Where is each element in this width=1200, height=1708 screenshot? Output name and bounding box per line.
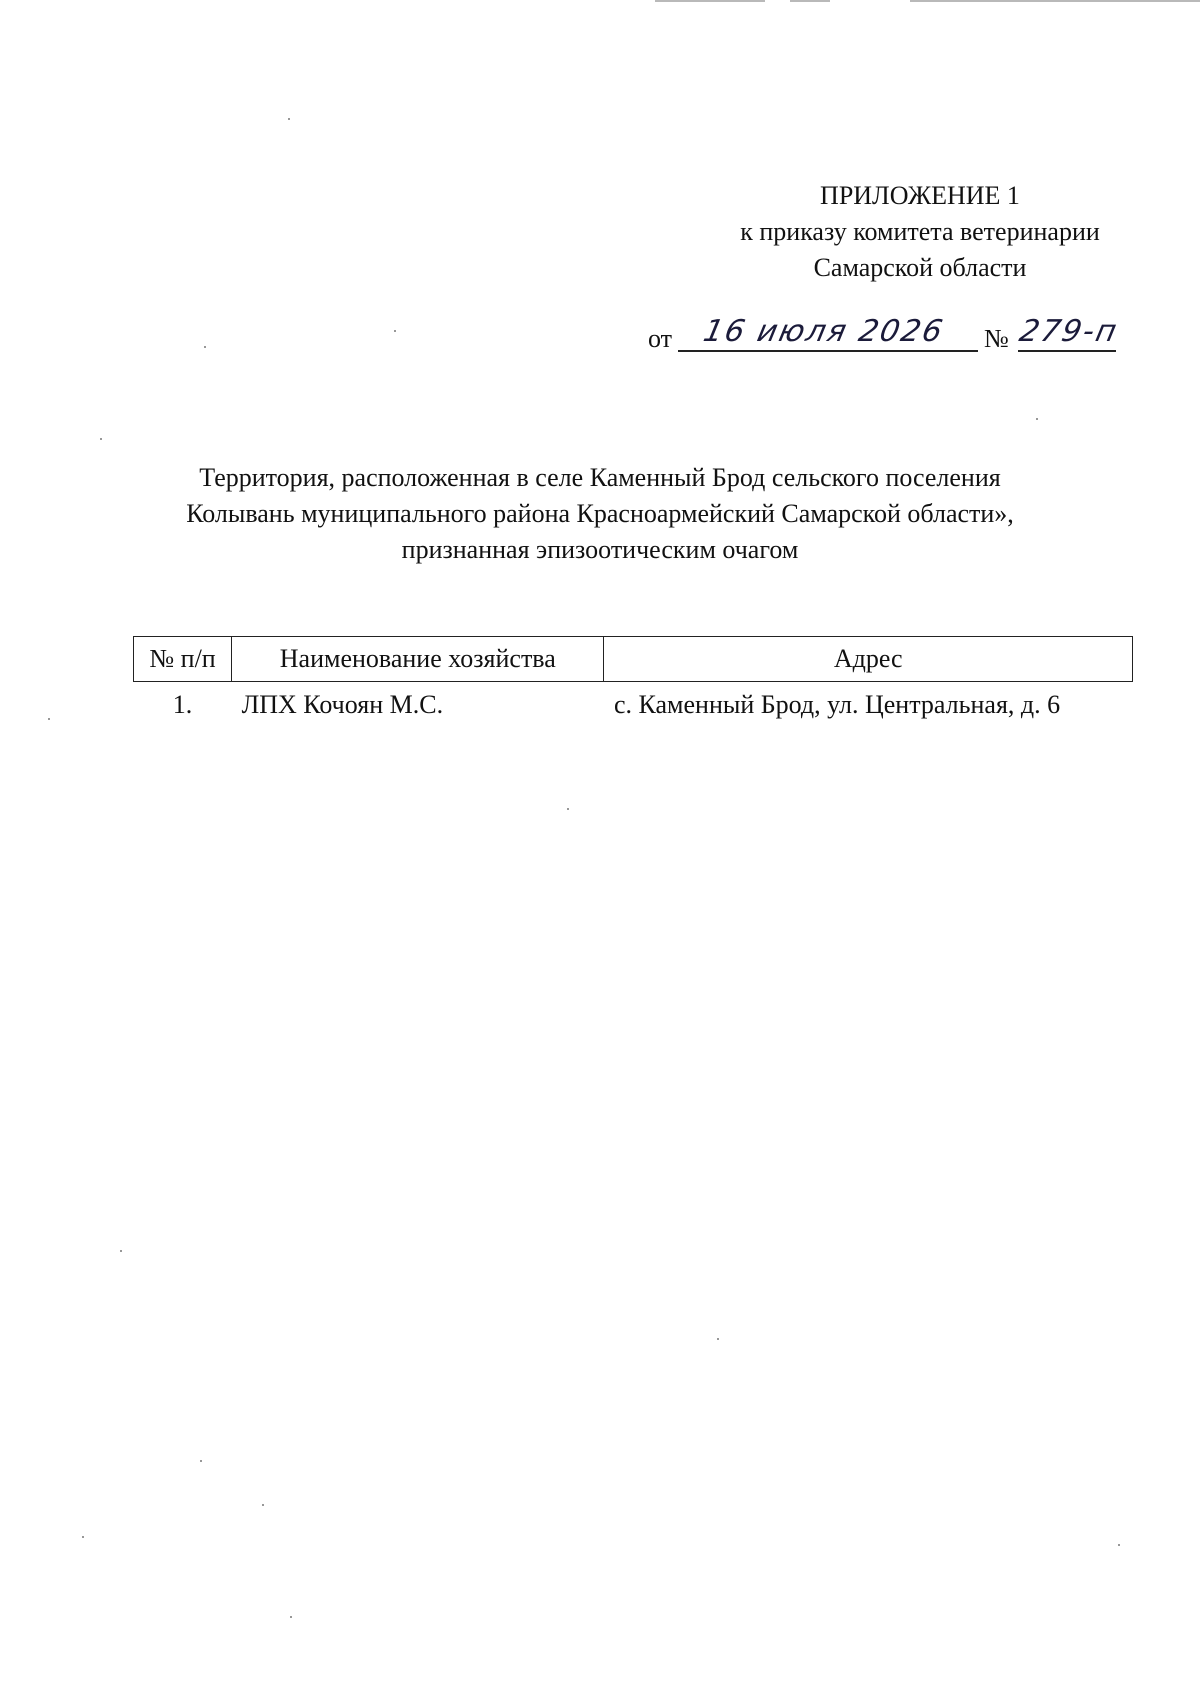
title-line-3: признанная эпизоотическим очагом: [401, 535, 799, 564]
appendix-order-ref: к приказу комитета ветеринарии: [740, 217, 1100, 246]
header-farm-name: Наименование хозяйства: [232, 637, 604, 682]
scan-artifact: [655, 0, 765, 2]
appendix-header: [680, 178, 1160, 286]
scan-artifact: [790, 0, 830, 2]
scan-speck: [48, 718, 50, 720]
handwritten-date: 16 июля 2026: [700, 314, 948, 349]
header-address: Адрес: [604, 637, 1133, 682]
header-number: № п/п: [134, 637, 232, 682]
scan-speck: [200, 1460, 202, 1462]
scan-speck: [394, 330, 396, 332]
number-underline: [1018, 350, 1116, 352]
row-number: 1.: [172, 690, 193, 719]
row-farm-name: ЛПХ Кочоян М.С.: [241, 690, 444, 719]
number-label: №: [984, 324, 1009, 353]
title-line-1: Территория, расположенная в селе Каменный Брод сельского поселения: [199, 463, 1001, 492]
document-title: [100, 460, 1100, 568]
table-header-row: [134, 637, 1133, 682]
scan-speck: [120, 1250, 122, 1252]
scan-speck: [1036, 418, 1038, 420]
scan-speck: [567, 808, 569, 810]
title-line-2: Колывань муниципального района Красноармейский Самарской области»,: [186, 499, 1014, 528]
table-row: [134, 682, 1133, 729]
scan-speck: [262, 1504, 264, 1506]
scan-speck: [288, 118, 290, 120]
handwritten-number: 279-п: [1016, 314, 1122, 349]
scan-speck: [100, 438, 102, 440]
row-address: с. Каменный Брод, ул. Центральная, д. 6: [613, 690, 1061, 719]
scan-speck: [1118, 1544, 1120, 1546]
date-underline: [678, 350, 978, 352]
scan-speck: [290, 1616, 292, 1618]
appendix-region: Самарской области: [813, 253, 1027, 282]
scan-speck: [204, 346, 206, 348]
scan-speck: [82, 1536, 84, 1538]
date-from-label: от: [648, 324, 673, 353]
scan-speck: [717, 1338, 719, 1340]
farms-table: [133, 636, 1133, 728]
scan-artifact: [910, 0, 1200, 2]
appendix-title: ПРИЛОЖЕНИЕ 1: [820, 181, 1020, 210]
